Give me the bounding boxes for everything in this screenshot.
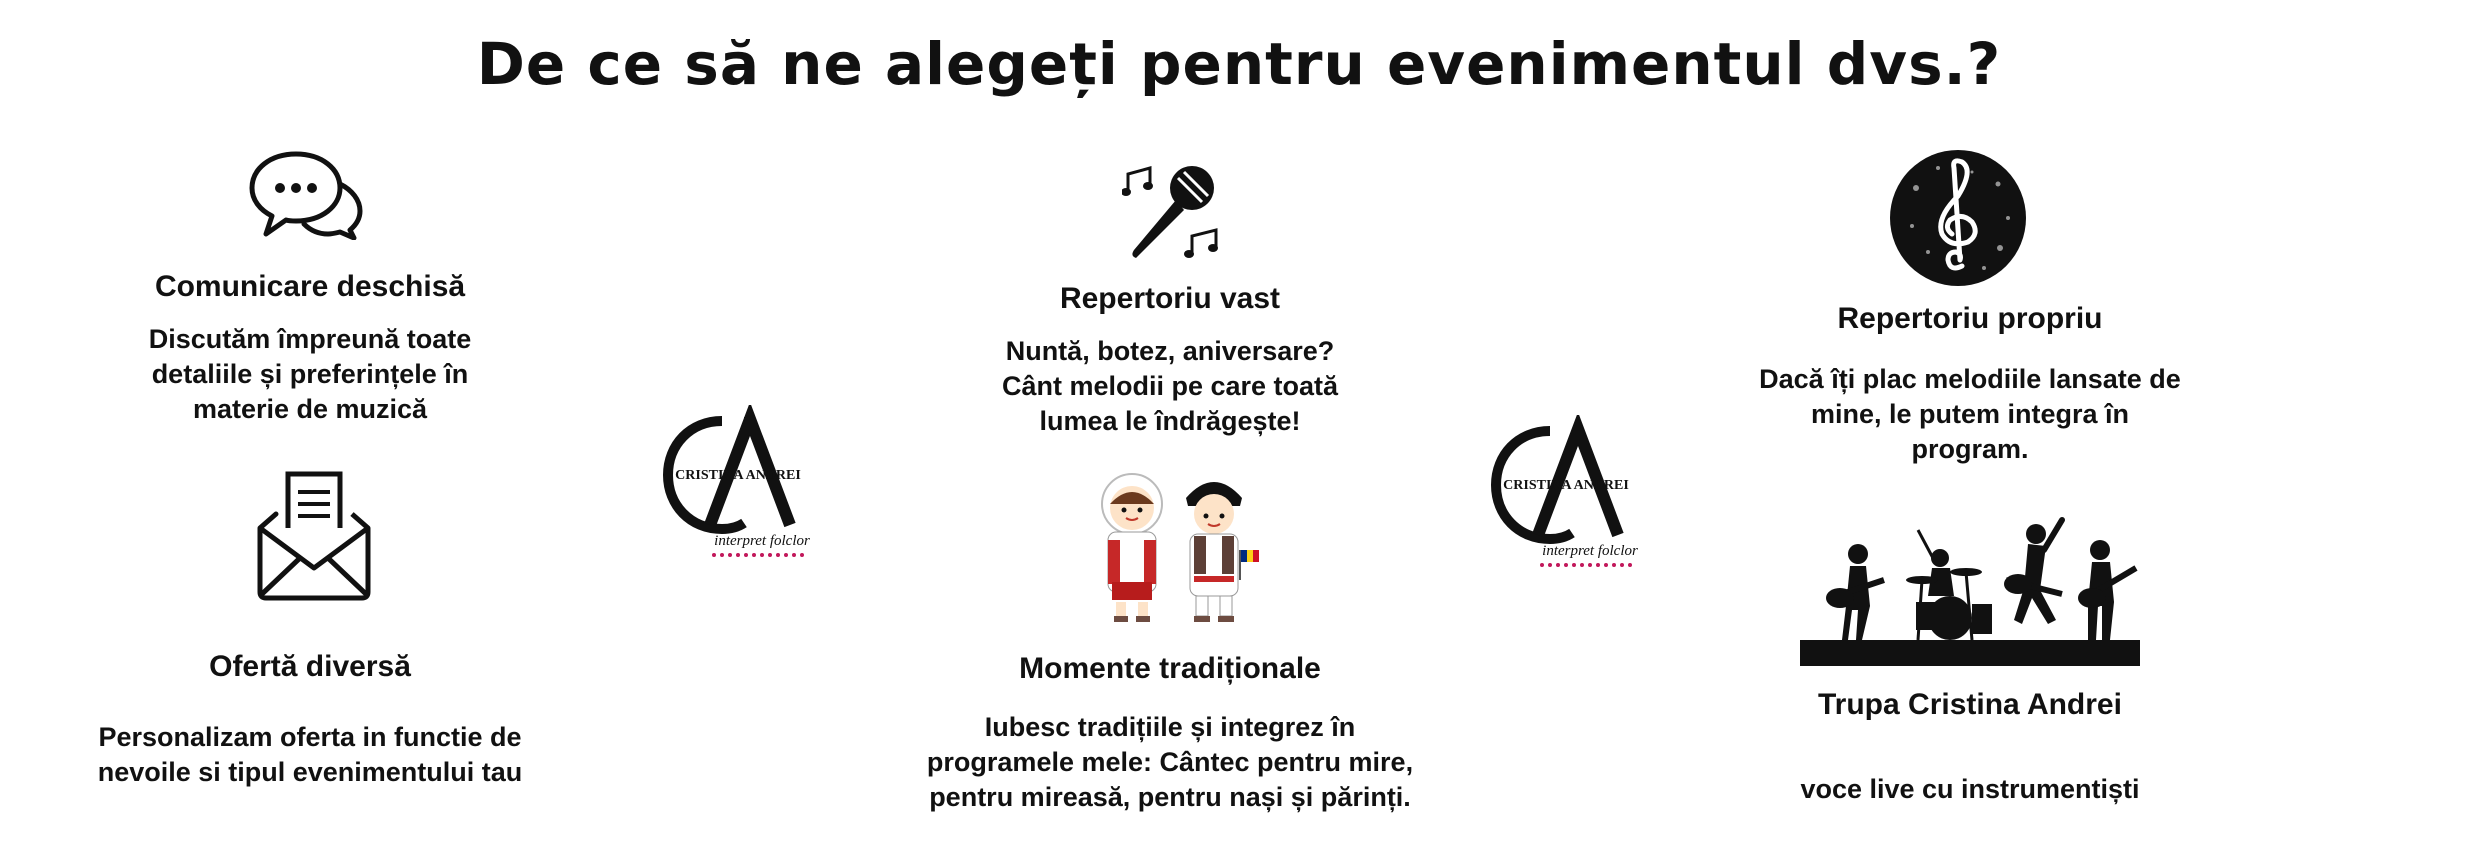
logo-name: CRISTINA ANDREI — [1503, 478, 1629, 493]
logo-subtitle: interpret folclor — [1542, 543, 1638, 559]
cristina-andrei-logo — [650, 405, 830, 565]
feature-title-traditions: Momente tradiționale — [1019, 652, 1321, 685]
traditional-couple-icon — [1090, 470, 1260, 630]
microphone-notes-icon — [1122, 160, 1228, 260]
cristina-andrei-logo — [1478, 415, 1658, 575]
feature-title-own-repertoire: Repertoriu propriu — [1837, 302, 2103, 335]
feature-title-offer: Ofertă diversă — [209, 650, 411, 683]
page-title: De ce să ne alegeți pentru evenimentul dvs.? — [476, 30, 2002, 98]
logo-subtitle: interpret folclor — [714, 533, 810, 549]
treble-clef-stamp-icon — [1888, 148, 2028, 288]
feature-description-traditions: Iubesc tradițiile și integrez în programele mele: Cântec pentru mire, pentru mireasă, pentru nași și părinți. — [926, 712, 1414, 812]
feature-description-offer: Personalizam oferta in functie de nevoile si tipul evenimentului tau — [97, 722, 523, 787]
chat-bubbles-icon — [248, 150, 364, 240]
feature-description-repertoire: Nuntă, botez, aniversare? Cânt melodii pe care toată lumea le îndrăgește! — [1001, 336, 1339, 436]
feature-title-band: Trupa Cristina Andrei — [1818, 688, 2122, 721]
feature-description-own-repertoire: Dacă îți plac melodiile lansate de mine, le putem integra în program. — [1759, 364, 2181, 464]
band-silhouette-icon — [1800, 510, 2140, 670]
feature-description-communication: Discutăm împreună toate detaliile și preferințele în materie de muzică — [148, 324, 472, 424]
feature-title-repertoire: Repertoriu vast — [1059, 282, 1281, 315]
feature-title-communication: Comunicare deschisă — [154, 270, 466, 303]
feature-description-band: voce live cu instrumentiști — [1800, 774, 2140, 804]
logo-name: CRISTINA ANDREI — [675, 468, 801, 483]
envelope-letter-icon — [254, 470, 374, 602]
